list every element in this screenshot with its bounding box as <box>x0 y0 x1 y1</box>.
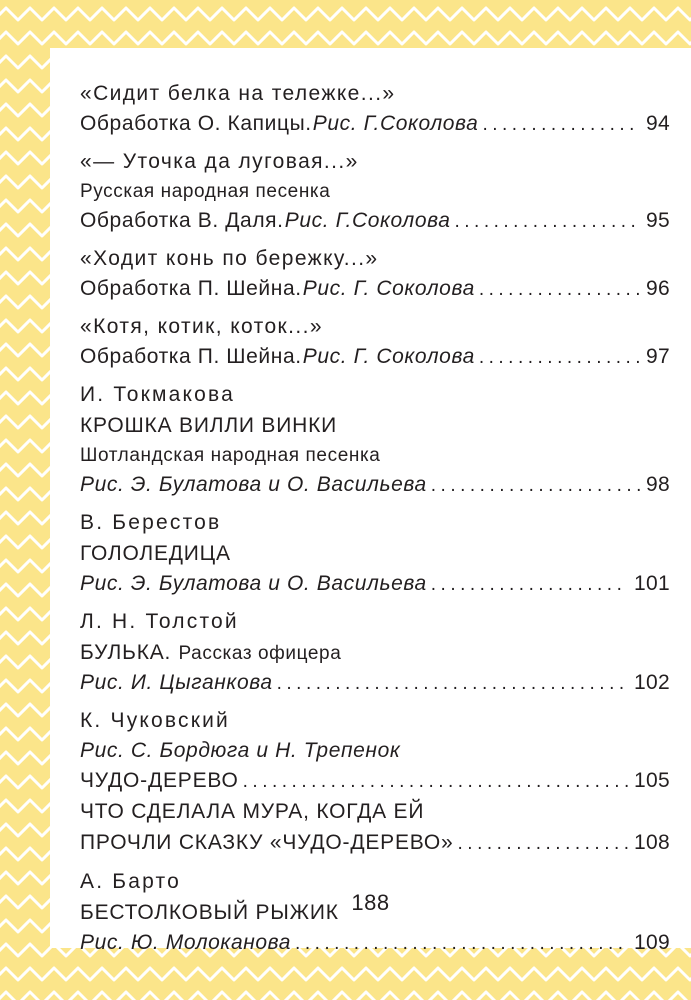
illustrator-credit: Рис. Ю. Молоканова <box>80 931 292 954</box>
page-ref: 109 <box>634 931 670 954</box>
entry-title: «— Уточка да луговая...» <box>80 150 359 173</box>
adaptation-credit: Обработка П. Шейна. <box>80 345 302 368</box>
toc-line <box>80 109 670 138</box>
toc-line <box>80 342 670 371</box>
page-ref: 108 <box>634 831 670 854</box>
entry-title: ГОЛОЛЕДИЦА <box>80 542 231 565</box>
toc-line <box>80 668 670 697</box>
illustrator-credit: Рис. И. Цыганкова <box>80 671 273 694</box>
entry-author: И. Токмакова <box>80 383 236 406</box>
illustrator-credit: Рис. С. Бордюга и Н. Трепенок <box>80 739 401 762</box>
entry-subtitle: Рассказ офицера <box>178 643 342 664</box>
toc-line <box>80 569 670 598</box>
illustrator-credit: Рис. Г.Соколова <box>312 112 479 135</box>
entry-author: А. Барто <box>80 870 182 893</box>
page-ref: 97 <box>646 345 670 368</box>
toc-entry <box>80 705 670 858</box>
page-ref: 95 <box>646 209 670 232</box>
dot-leader <box>295 929 628 958</box>
page-ref: 98 <box>646 473 670 496</box>
entry-author: В. Берестов <box>80 511 222 534</box>
entry-subtitle: Русская народная песенка <box>80 181 331 202</box>
entry-title: КРОШКА ВИЛЛИ ВИНКИ <box>80 414 338 437</box>
dot-leader <box>458 828 629 859</box>
dot-leader <box>243 766 628 797</box>
dot-leader <box>431 570 628 599</box>
page-ref: 105 <box>634 769 670 792</box>
toc-line <box>80 827 670 858</box>
toc-entry <box>80 78 670 138</box>
dot-leader <box>482 110 640 139</box>
entry-subtitle: Шотландская народная песенка <box>80 445 381 466</box>
toc-entry <box>80 146 670 235</box>
entry-title: ЧУДО-ДЕРЕВО <box>80 769 239 792</box>
entry-author: Л. Н. Толстой <box>80 610 239 633</box>
entry-title: БУЛЬКА. <box>80 641 172 664</box>
page-ref: 94 <box>646 112 670 135</box>
toc-entry <box>80 507 670 598</box>
entry-title: «Котя, котик, коток...» <box>80 315 323 338</box>
illustrator-credit: Рис. Э. Булатова и О. Васильева <box>80 572 427 595</box>
toc-entry <box>80 311 670 371</box>
toc-line <box>80 928 670 957</box>
dot-leader <box>277 669 628 698</box>
entry-title: «Ходит конь по бережку...» <box>80 247 379 270</box>
toc-line <box>80 765 670 796</box>
entry-title: БЕСТОЛКОВЫЙ РЫЖИК <box>80 901 339 924</box>
toc-entry <box>80 379 670 499</box>
dot-leader <box>454 207 640 236</box>
page-ref: 102 <box>634 671 670 694</box>
dot-leader <box>479 275 640 304</box>
illustrator-credit: Рис. Г.Соколова <box>284 209 451 232</box>
illustrator-credit: Рис. Г. Соколова <box>302 345 475 368</box>
toc-entry <box>80 243 670 303</box>
dot-leader <box>479 343 640 372</box>
entry-title-cont: ПРОЧЛИ СКАЗКУ «ЧУДО-ДЕРЕВО» <box>80 831 454 854</box>
dot-leader <box>431 471 640 500</box>
entry-title: ЧТО СДЕЛАЛА МУРА, КОГДА ЕЙ <box>80 800 425 823</box>
illustrator-credit: Рис. Э. Булатова и О. Васильева <box>80 473 427 496</box>
entry-title: «Сидит белка на тележке...» <box>80 82 396 105</box>
toc-line <box>80 274 670 303</box>
page-ref: 96 <box>646 277 670 300</box>
adaptation-credit: Обработка В. Даля. <box>80 209 284 232</box>
adaptation-credit: Обработка П. Шейна. <box>80 277 302 300</box>
page-ref: 101 <box>634 572 670 595</box>
adaptation-credit: Обработка О. Капицы. <box>80 112 312 135</box>
toc-entry <box>80 606 670 697</box>
toc-page <box>50 48 691 954</box>
toc-line <box>80 470 670 499</box>
illustrator-credit: Рис. Г. Соколова <box>302 277 475 300</box>
table-of-contents <box>80 78 670 957</box>
page-number: 188 <box>351 890 390 915</box>
entry-author: К. Чуковский <box>80 709 230 732</box>
toc-line <box>80 206 670 235</box>
entry-title-line <box>80 637 670 668</box>
